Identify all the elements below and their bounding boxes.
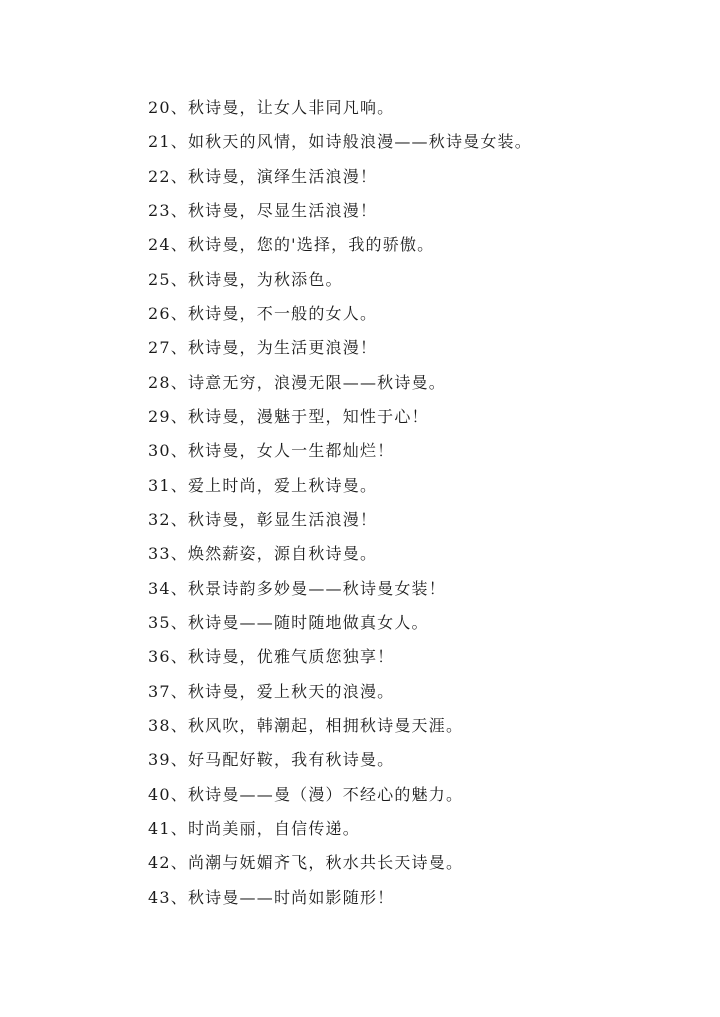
- list-item: 29、秋诗曼，漫魅于型，知性于心！: [148, 406, 429, 426]
- list-item: 41、时尚美丽，自信传递。: [148, 818, 360, 838]
- list-item: 33、焕然薪姿，源自秋诗曼。: [148, 544, 378, 564]
- list-item: 40、秋诗曼——曼（漫）不经心的魅力。: [148, 784, 464, 804]
- list-item: 35、秋诗曼——随时随地做真女人。: [148, 612, 429, 632]
- list-item: 31、爱上时尚，爱上秋诗曼。: [148, 475, 378, 495]
- list-item: 34、秋景诗韵多妙曼——秋诗曼女装！: [148, 578, 446, 598]
- list-item: 38、秋风吹，韩潮起，相拥秋诗曼天涯。: [148, 715, 464, 735]
- list-item: 42、尚潮与妩媚齐飞，秋水共长天诗曼。: [148, 853, 464, 873]
- list-item: 28、诗意无穷，浪漫无限——秋诗曼。: [148, 372, 446, 392]
- list-item: 36、秋诗曼，优雅气质您独享！: [148, 647, 395, 667]
- slogan-list: [148, 91, 532, 915]
- list-item: 21、如秋天的风情，如诗般浪漫——秋诗曼女装。: [148, 132, 532, 152]
- list-item: 24、秋诗曼，您的'选择，我的骄傲。: [148, 235, 435, 255]
- list-item: 20、秋诗曼，让女人非同凡响。: [148, 98, 395, 117]
- list-item: 32、秋诗曼，彰显生活浪漫！: [148, 509, 378, 529]
- list-item: 26、秋诗曼，不一般的女人。: [148, 303, 378, 323]
- list-item: 27、秋诗曼，为生活更浪漫！: [148, 338, 378, 358]
- list-item: 39、好马配好鞍，我有秋诗曼。: [148, 750, 395, 770]
- list-item: 37、秋诗曼，爱上秋天的浪漫。: [148, 681, 395, 701]
- list-item: 30、秋诗曼，女人一生都灿烂！: [148, 441, 395, 461]
- list-item: 43、秋诗曼——时尚如影随形！: [148, 887, 395, 907]
- list-item: 22、秋诗曼，演绎生活浪漫！: [148, 166, 378, 186]
- list-item: 25、秋诗曼，为秋添色。: [148, 269, 343, 289]
- list-item: 23、秋诗曼，尽显生活浪漫！: [148, 200, 378, 220]
